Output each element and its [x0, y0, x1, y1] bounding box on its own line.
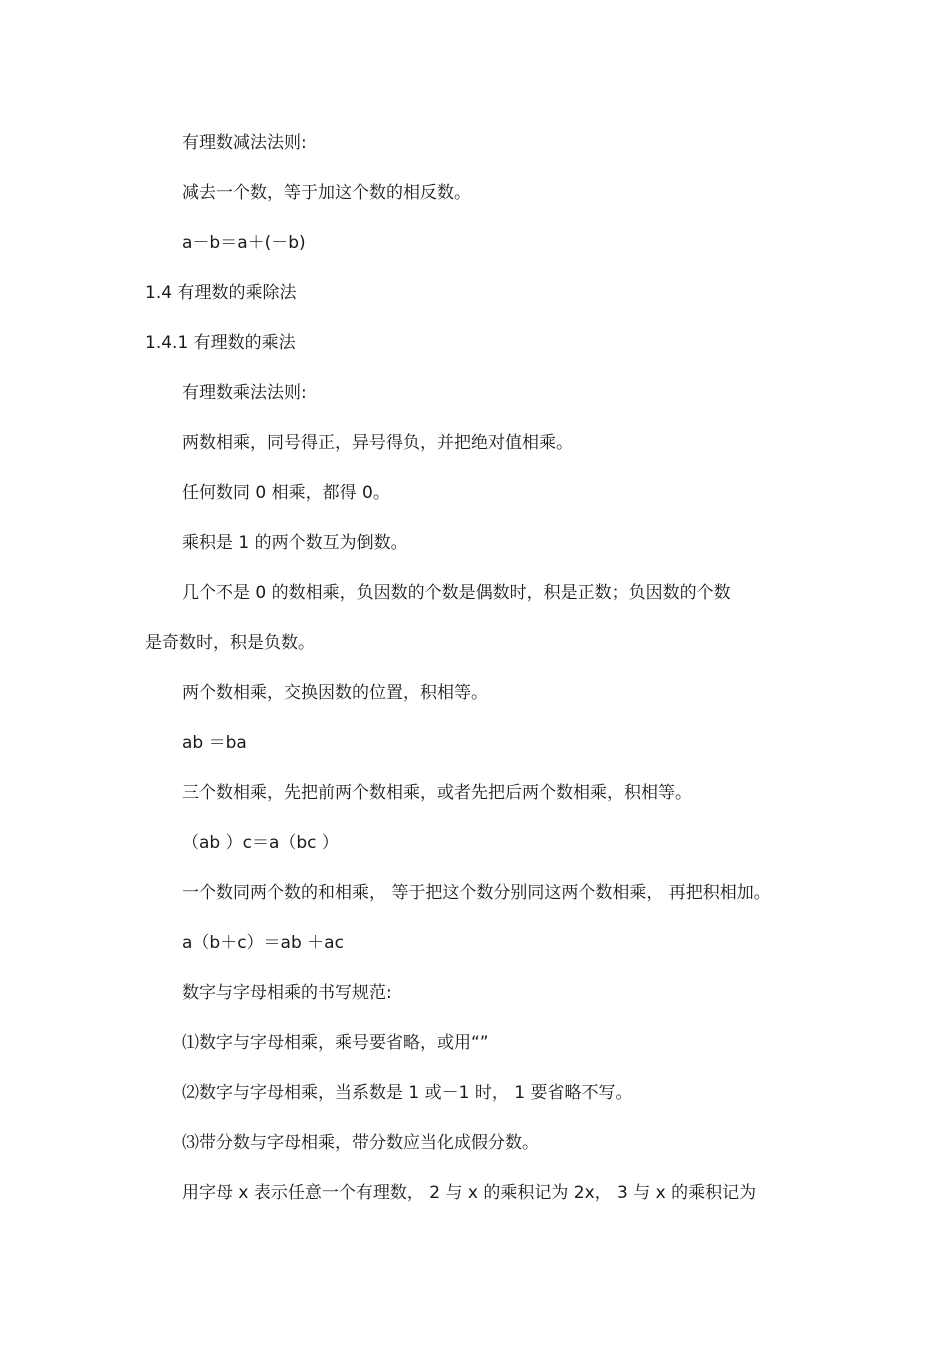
text-line-zero-product: 任何数同 0 相乘，都得 0。 [182, 483, 390, 503]
text-line-multiplication-rule-title: 有理数乘法法则: [182, 383, 307, 403]
text-line-norm-3: ⑶带分数与字母相乘，带分数应当化成假分数。 [182, 1133, 539, 1153]
text-line-sign-rule: 几个不是 0 的数相乘，负因数的个数是偶数时，积是正数；负因数的个数 [182, 583, 731, 603]
formula-commutative: ab ＝ba [182, 733, 247, 753]
text-line-writing-norms-title: 数字与字母相乘的书写规范: [182, 983, 392, 1003]
text-line-multiplication-rule: 两数相乘，同号得正，异号得负，并把绝对值相乘。 [182, 433, 573, 453]
section-heading-1-4-1: 1.4.1 有理数的乘法 [145, 333, 296, 353]
section-heading-1-4: 1.4 有理数的乘除法 [145, 283, 297, 303]
text-line-norm-1: ⑴数字与字母相乘，乘号要省略，或用“” [182, 1033, 489, 1053]
text-line-reciprocal: 乘积是 1 的两个数互为倒数。 [182, 533, 408, 553]
text-line-sign-rule-cont: 是奇数时，积是负数。 [145, 633, 315, 653]
formula-associative: （ab ）c＝a（bc ） [182, 833, 339, 853]
text-line-subtraction-rule: 减去一个数，等于加这个数的相反数。 [182, 183, 471, 203]
text-line-subtraction-rule-title: 有理数减法法则: [182, 133, 307, 153]
text-line-commutative: 两个数相乘，交换因数的位置，积相等。 [182, 683, 488, 703]
text-line-distributive: 一个数同两个数的和相乘， 等于把这个数分别同这两个数相乘， 再把积相加。 [182, 883, 771, 903]
formula-subtraction: a－b＝a＋(－b) [182, 233, 306, 253]
text-line-associative: 三个数相乘，先把前两个数相乘，或者先把后两个数相乘，积相等。 [182, 783, 692, 803]
formula-distributive: a（b＋c）＝ab ＋ac [182, 933, 344, 953]
text-line-norm-2: ⑵数字与字母相乘，当系数是 1 或－1 时， 1 要省略不写。 [182, 1083, 633, 1103]
text-line-letter-x: 用字母 x 表示任意一个有理数， 2 与 x 的乘积记为 2x， 3 与 x 的乘积记为 [182, 1183, 757, 1203]
